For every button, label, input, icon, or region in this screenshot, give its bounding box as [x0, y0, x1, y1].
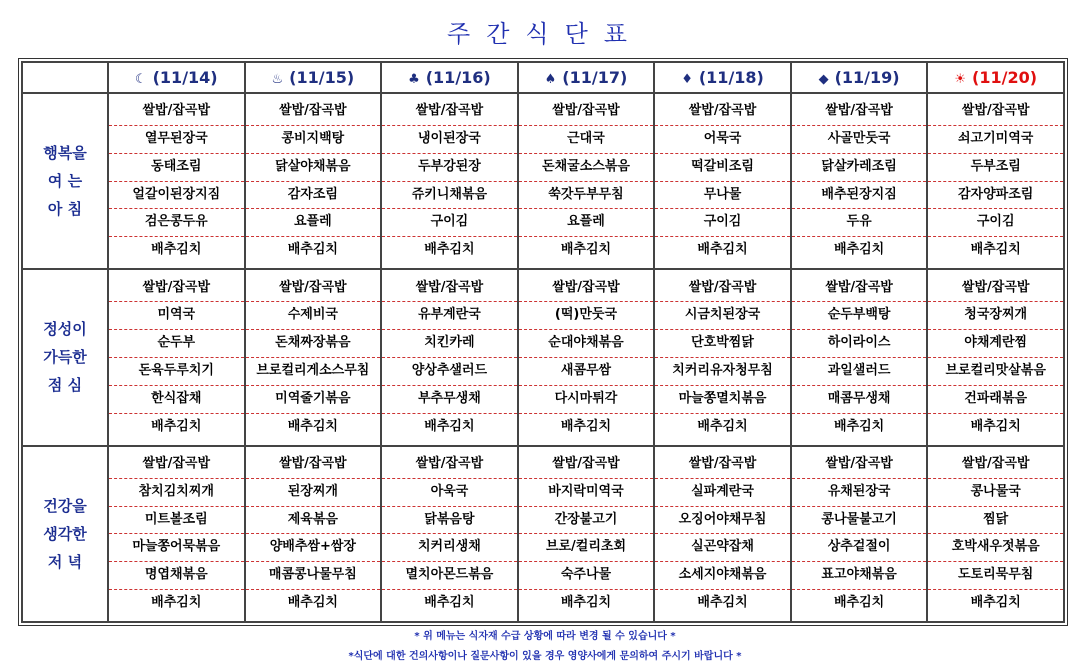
day-date: (11/16)	[425, 68, 491, 87]
menu-item: 시금치된장국	[655, 301, 790, 329]
menu-item: 쌀밥/잡곡밥	[142, 455, 211, 471]
sun-icon: ☀	[954, 72, 967, 87]
day-menu-cell	[927, 93, 1064, 269]
menu-item: 청국장찌개	[928, 301, 1063, 329]
menu-item: 치커리생채	[382, 533, 517, 561]
menu-item: 사골만둣국	[792, 125, 927, 153]
note-supply: * 위 메뉴는 식자재 수급 상황에 따라 변경 될 수 있습니다 *	[414, 631, 676, 642]
day-header	[108, 62, 245, 93]
menu-item: 브로/컬리초회	[519, 533, 654, 561]
meal-label-line: 정성이	[43, 320, 87, 339]
menu-item: 아욱국	[382, 478, 517, 506]
menu-item: 배추김치	[792, 413, 927, 441]
menu-item: 쌀밥/잡곡밥	[279, 455, 347, 471]
menu-item: 쌀밥/잡곡밥	[961, 103, 1030, 119]
menu-item: (떡)만둣국	[519, 301, 654, 329]
menu-item: 근대국	[519, 125, 654, 153]
menu-item: 쌀밥/잡곡밥	[552, 455, 620, 471]
menu-item: 쌀밥/잡곡밥	[415, 103, 484, 119]
menu-item: 검은콩두유	[109, 208, 244, 236]
menu-item: 쇠고기미역국	[928, 125, 1063, 153]
menu-item: 두유	[792, 208, 927, 236]
menu-item: 유채된장국	[792, 478, 927, 506]
meal-label-line: 여 는	[47, 172, 83, 191]
menu-item: 쥬키니채볶음	[382, 181, 517, 209]
menu-item: 쌀밥/잡곡밥	[825, 455, 893, 471]
menu-item: 쌀밥/잡곡밥	[552, 279, 620, 295]
menu-item: 배추김치	[655, 413, 790, 441]
menu-item: 양배추쌈+쌈장	[246, 533, 381, 561]
day-menu-cell	[654, 269, 791, 445]
menu-item: 배추된장지짐	[792, 181, 927, 209]
day-menu-cell	[108, 93, 245, 269]
menu-item: 무나물	[655, 181, 790, 209]
day-menu-cell	[654, 93, 791, 269]
menu-item: 부추무생채	[382, 385, 517, 413]
meal-label-line: 저 녁	[47, 552, 83, 571]
menu-item: 찜닭	[928, 506, 1063, 534]
meal-label-line: 건강을	[43, 496, 87, 515]
menu-item: 배추김치	[928, 413, 1063, 441]
day-menu-cell	[791, 93, 928, 269]
day-date: (11/17)	[562, 68, 628, 87]
day-menu-cell	[108, 446, 245, 622]
menu-item: 미트볼조림	[109, 506, 244, 534]
day-menu-cell	[108, 269, 245, 445]
menu-item: 배추김치	[109, 236, 244, 264]
meal-label-line: 행복을	[43, 144, 87, 163]
menu-item: 멸치아몬드볶음	[382, 561, 517, 589]
menu-item: 실곤약잡채	[655, 533, 790, 561]
day-menu-cell	[245, 93, 382, 269]
menu-item: 배추김치	[246, 413, 381, 441]
day-menu-cell	[518, 93, 655, 269]
menu-item: 마늘쫑어묵볶음	[109, 533, 244, 561]
day-date: (11/14)	[152, 68, 218, 87]
menu-item: 쌀밥/잡곡밥	[142, 279, 211, 295]
menu-item: 닭볶음탕	[382, 506, 517, 534]
menu-item: 한식잡채	[109, 385, 244, 413]
menu-item: 냉이된장국	[382, 125, 517, 153]
meal-label-line: 생각한	[43, 524, 87, 543]
meal-label-line: 점 심	[47, 376, 83, 395]
menu-item: 소세지야채볶음	[655, 561, 790, 589]
meal-label	[22, 269, 108, 445]
meal-row	[22, 93, 1064, 269]
day-menu-cell	[654, 446, 791, 622]
gold-icon: ♦	[681, 72, 693, 87]
menu-item: 순두부	[109, 329, 244, 357]
day-header	[518, 62, 655, 93]
day-menu-cell	[791, 446, 928, 622]
menu-item: 배추김치	[928, 589, 1063, 617]
menu-item: 쌀밥/잡곡밥	[825, 279, 893, 295]
menu-item: 쑥갓두부무침	[519, 181, 654, 209]
menu-item: 양상추샐러드	[382, 357, 517, 385]
menu-item: 어묵국	[655, 125, 790, 153]
menu-item: 표고야채볶음	[792, 561, 927, 589]
menu-item: 돈채짜장볶음	[246, 329, 381, 357]
menu-item: 쌀밥/잡곡밥	[279, 279, 347, 295]
day-date: (11/15)	[289, 68, 355, 87]
menu-item: 닭살카레조림	[792, 153, 927, 181]
menu-item: 배추김치	[519, 413, 654, 441]
day-menu-cell	[927, 446, 1064, 622]
menu-item: 쌀밥/잡곡밥	[688, 103, 757, 119]
day-menu-cell	[381, 93, 518, 269]
menu-item: 쌀밥/잡곡밥	[415, 279, 484, 295]
menu-item: 구이김	[382, 208, 517, 236]
menu-item: 구이김	[928, 208, 1063, 236]
menu-item: 감자조림	[246, 181, 381, 209]
menu-item: 브로컬리게소스무침	[246, 357, 381, 385]
menu-item: 다시마튀각	[519, 385, 654, 413]
meal-row	[22, 446, 1064, 622]
menu-item: 치킨카레	[382, 329, 517, 357]
menu-item: 배추김치	[928, 236, 1063, 264]
day-date: (11/18)	[698, 68, 764, 87]
meal-label	[22, 446, 108, 622]
menu-item: 간장불고기	[519, 506, 654, 534]
menu-item: 쌀밥/잡곡밥	[961, 455, 1030, 471]
menu-item: 열무된장국	[109, 125, 244, 153]
menu-item: 쌀밥/잡곡밥	[279, 103, 347, 119]
meal-label	[22, 93, 108, 269]
menu-item: 실파계란국	[655, 478, 790, 506]
menu-item: 감자양파조림	[928, 181, 1063, 209]
menu-item: 오징어야채무침	[655, 506, 790, 534]
header-row	[22, 62, 1064, 93]
menu-item: 요플레	[246, 208, 381, 236]
menu-item: 단호박찜닭	[655, 329, 790, 357]
menu-item: 숙주나물	[519, 561, 654, 589]
corner-cell	[22, 62, 108, 93]
day-header	[927, 62, 1064, 93]
menu-item: 쌀밥/잡곡밥	[415, 455, 484, 471]
menu-item: 도토리묵무침	[928, 561, 1063, 589]
day-menu-cell	[518, 446, 655, 622]
menu-item: 배추김치	[519, 236, 654, 264]
menu-item: 쌀밥/잡곡밥	[142, 103, 211, 119]
day-header	[654, 62, 791, 93]
menu-item: 배추김치	[655, 589, 790, 617]
moon-icon: ☾	[134, 72, 147, 87]
menu-item: 마늘쫑멸치볶음	[655, 385, 790, 413]
menu-item: 미역줄기볶음	[246, 385, 381, 413]
menu-item: 배추김치	[792, 236, 927, 264]
note-contact: *식단에 대한 건의사항이나 질문사항이 있을 경우 영양사에게 문의하여 주시기 바랍니다 *	[348, 651, 742, 662]
menu-item: 돈육두루치기	[109, 357, 244, 385]
menu-item: 된장찌개	[246, 478, 381, 506]
day-menu-cell	[381, 269, 518, 445]
menu-item: 호박새우젓볶음	[928, 533, 1063, 561]
menu-item: 과일샐러드	[792, 357, 927, 385]
day-menu-cell	[245, 269, 382, 445]
meal-label-line: 아 침	[47, 200, 83, 219]
menu-item: 닭살야채볶음	[246, 153, 381, 181]
page-title: 주간식단표	[447, 20, 643, 48]
tree-icon: ♠	[544, 72, 557, 87]
menu-item: 순두부백탕	[792, 301, 927, 329]
menu-item: 야채계란찜	[928, 329, 1063, 357]
menu-item: 떡갈비조림	[655, 153, 790, 181]
meal-row	[22, 269, 1064, 445]
menu-item: 콩나물국	[928, 478, 1063, 506]
menu-item: 새콤무쌈	[519, 357, 654, 385]
menu-item: 쌀밥/잡곡밥	[688, 279, 757, 295]
day-date: (11/19)	[834, 68, 900, 87]
menu-item: 배추김치	[792, 589, 927, 617]
menu-item: 참치김치찌개	[109, 478, 244, 506]
menu-item: 배추김치	[109, 413, 244, 441]
menu-item: 배추김치	[246, 236, 381, 264]
menu-item: 배추김치	[246, 589, 381, 617]
menu-item: 구이김	[655, 208, 790, 236]
menu-item: 치커리유자청무침	[655, 357, 790, 385]
menu-item: 쌀밥/잡곡밥	[961, 279, 1030, 295]
menu-item: 유부계란국	[382, 301, 517, 329]
menu-item: 배추김치	[382, 413, 517, 441]
menu-item: 요플레	[519, 208, 654, 236]
menu-item: 얼갈이된장지짐	[109, 181, 244, 209]
day-menu-cell	[381, 446, 518, 622]
menu-item: 브로컬리맛살볶음	[928, 357, 1063, 385]
menu-item: 수제비국	[246, 301, 381, 329]
menu-item: 제육볶음	[246, 506, 381, 534]
menu-item: 하이라이스	[792, 329, 927, 357]
water-icon: ♣	[408, 72, 420, 87]
menu-item: 배추김치	[109, 589, 244, 617]
day-menu-cell	[245, 446, 382, 622]
menu-item: 쌀밥/잡곡밥	[688, 455, 757, 471]
menu-item: 쌀밥/잡곡밥	[825, 103, 893, 119]
menu-item: 매콤무생채	[792, 385, 927, 413]
menu-item: 두부강된장	[382, 153, 517, 181]
menu-item: 돈채굴소스볶음	[519, 153, 654, 181]
day-menu-cell	[518, 269, 655, 445]
day-date: (11/20)	[972, 68, 1038, 87]
menu-item: 배추김치	[519, 589, 654, 617]
menu-item: 동태조림	[109, 153, 244, 181]
menu-item: 배추김치	[655, 236, 790, 264]
day-header	[791, 62, 928, 93]
day-header	[245, 62, 382, 93]
menu-item: 매콤콩나물무침	[246, 561, 381, 589]
day-menu-cell	[927, 269, 1064, 445]
menu-item: 미역국	[109, 301, 244, 329]
menu-item: 바지락미역국	[519, 478, 654, 506]
menu-item: 배추김치	[382, 589, 517, 617]
menu-item: 두부조림	[928, 153, 1063, 181]
day-header	[381, 62, 518, 93]
menu-item: 명엽채볶음	[109, 561, 244, 589]
day-menu-cell	[791, 269, 928, 445]
menu-item: 배추김치	[382, 236, 517, 264]
fire-icon: ♨	[271, 72, 284, 87]
menu-item: 쌀밥/잡곡밥	[552, 103, 620, 119]
menu-item: 콩비지백탕	[246, 125, 381, 153]
earth-icon: ◆	[818, 72, 829, 87]
menu-item: 상추겉절이	[792, 533, 927, 561]
menu-item: 순대야채볶음	[519, 329, 654, 357]
weekly-menu-table	[21, 61, 1065, 623]
menu-item: 콩나물불고기	[792, 506, 927, 534]
menu-item: 건파래볶음	[928, 385, 1063, 413]
meal-label-line: 가득한	[43, 348, 87, 367]
